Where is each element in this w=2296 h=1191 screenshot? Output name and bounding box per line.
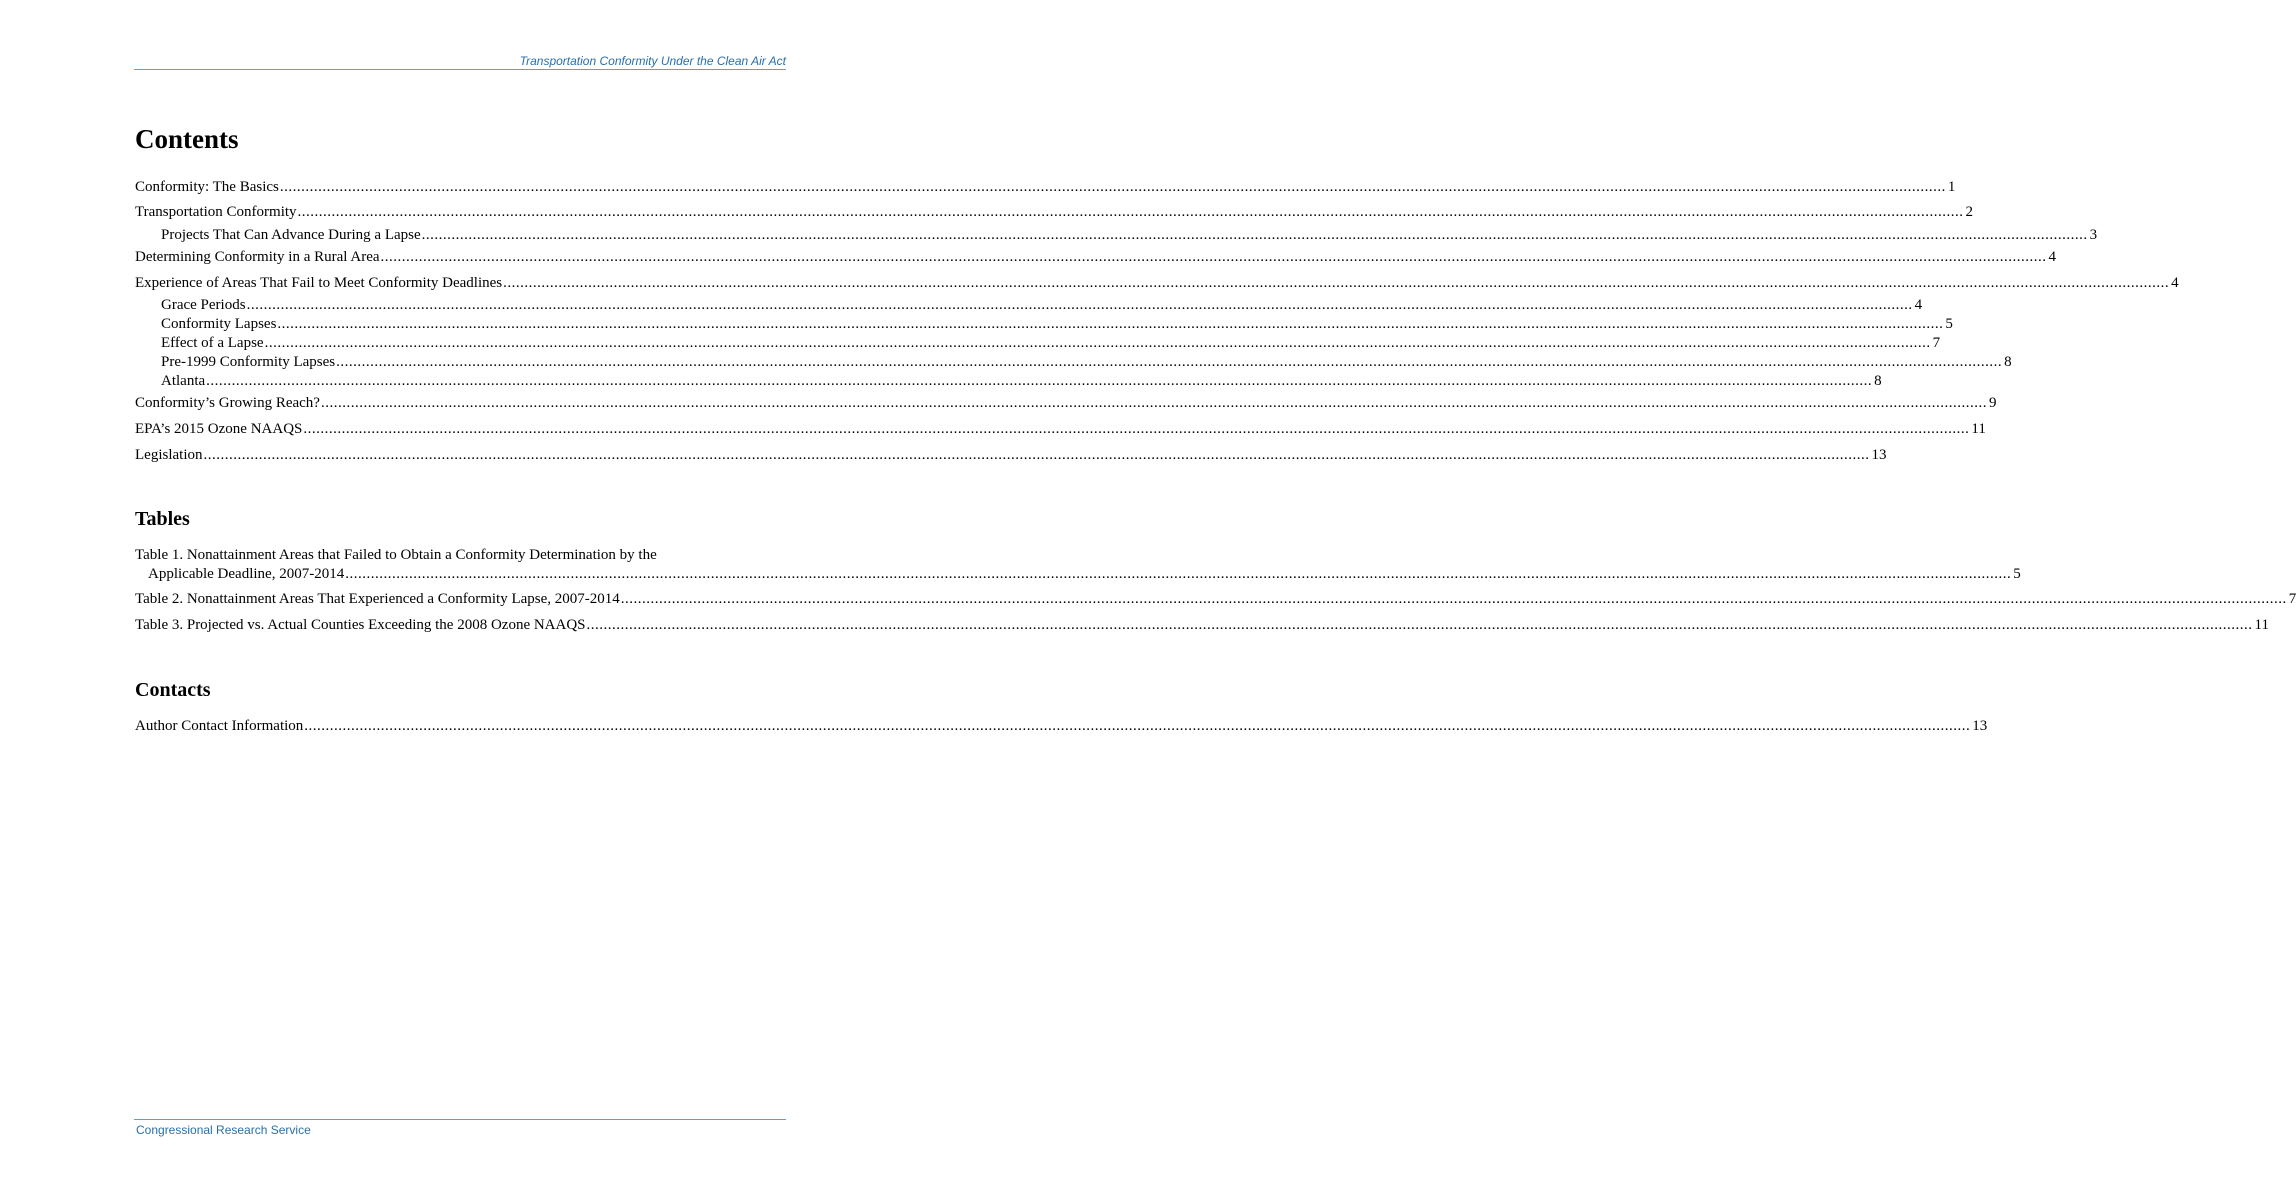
- toc-entry[interactable]: [135, 248, 2057, 267]
- toc-entry[interactable]: [135, 203, 1974, 222]
- toc-entry-sub[interactable]: [135, 353, 2012, 372]
- toc-entry-page: 5: [2013, 566, 2021, 582]
- toc-entry-page: 3: [2089, 227, 2098, 243]
- toc-entry[interactable]: [135, 394, 1997, 413]
- leader-dots: [503, 274, 2169, 293]
- leader-dots: [422, 226, 2088, 245]
- leader-dots: [277, 315, 1943, 334]
- toc-entry-title: Conformity Lapses: [161, 316, 277, 332]
- toc-entry-sub[interactable]: [135, 334, 1941, 353]
- toc-entry-page: 11: [2254, 617, 2269, 633]
- footer-rule: [134, 1119, 786, 1120]
- toc-entry[interactable]: [135, 717, 1988, 736]
- contacts-heading: Contacts: [135, 679, 211, 701]
- toc-entry-page: 4: [2171, 275, 2179, 291]
- toc-entry-title: Author Contact Information: [135, 718, 304, 734]
- toc-entry[interactable]: [135, 546, 2021, 584]
- toc-entry-page: 4: [1914, 297, 1923, 313]
- toc-entry-page: 2: [1965, 204, 1974, 220]
- toc-entry[interactable]: [135, 274, 2179, 293]
- toc-entry-title: Projects That Can Advance During a Lapse: [161, 227, 421, 243]
- toc-entry-page: 7: [2288, 591, 2296, 607]
- leader-dots: [303, 420, 1969, 439]
- leader-dots: [304, 717, 1970, 736]
- leader-dots: [321, 394, 1987, 413]
- toc-entry-title: Conformity: The Basics: [135, 179, 279, 195]
- leader-dots: [381, 248, 2047, 267]
- toc-entry-sub[interactable]: [135, 296, 1923, 315]
- toc-entry-title: Legislation: [135, 447, 203, 463]
- toc-entry-title-line2: Applicable Deadline, 2007-2014: [148, 566, 345, 582]
- header-rule: [134, 69, 786, 70]
- toc-entry[interactable]: [135, 178, 1955, 197]
- running-header: Transportation Conformity Under the Clean Air Act: [519, 54, 786, 68]
- toc-entry[interactable]: [135, 420, 1986, 439]
- toc-entry-page: 8: [2004, 354, 2012, 370]
- toc-entry-sub[interactable]: [135, 315, 1953, 334]
- toc-entry-page: 7: [1932, 335, 1941, 351]
- toc-entry-title: Conformity’s Growing Reach?: [135, 395, 320, 411]
- toc-entry-page: 11: [1971, 421, 1986, 437]
- toc-entry-title: Table 3. Projected vs. Actual Counties Exceeding the 2008 Ozone NAAQS: [135, 617, 586, 633]
- toc-entry[interactable]: [135, 446, 1887, 465]
- toc-entry-title: Table 2. Nonattainment Areas That Experienced a Conformity Lapse, 2007-2014: [135, 591, 620, 607]
- toc-entry-page: 4: [2048, 249, 2057, 265]
- leader-dots: [587, 616, 2253, 635]
- running-footer: Congressional Research Service: [136, 1123, 311, 1137]
- toc-entry-page: 5: [1945, 316, 1953, 332]
- toc-entry-page: 9: [1988, 395, 1997, 411]
- toc-entry-title: Transportation Conformity: [135, 204, 297, 220]
- leader-dots: [621, 590, 2287, 609]
- leader-dots: [204, 446, 1870, 465]
- toc-entry-page: 8: [1874, 373, 1882, 389]
- toc-entry-sub[interactable]: [135, 372, 1882, 391]
- toc-entry[interactable]: [135, 590, 2296, 609]
- toc-entry-title: Effect of a Lapse: [161, 335, 264, 351]
- leader-dots: [247, 296, 1913, 315]
- leader-dots: [280, 178, 1946, 197]
- tables-heading: Tables: [135, 508, 190, 530]
- toc-entry-title: Pre-1999 Conformity Lapses: [161, 354, 336, 370]
- toc-entry-page: 13: [1871, 447, 1887, 463]
- toc-entry-title: Grace Periods: [161, 297, 246, 313]
- toc-entry-title: Determining Conformity in a Rural Area: [135, 249, 380, 265]
- toc-entry-title: Experience of Areas That Fail to Meet Conformity Deadlines: [135, 275, 503, 291]
- toc-entry[interactable]: [135, 616, 2269, 635]
- toc-entry-title: Atlanta: [161, 373, 206, 389]
- leader-dots: [265, 334, 1931, 353]
- contents-heading: Contents: [135, 124, 239, 154]
- toc-entry-sub[interactable]: [135, 226, 2098, 245]
- leader-dots: [298, 203, 1964, 222]
- leader-dots: [206, 372, 1872, 391]
- toc-entry-page: 1: [1947, 179, 1956, 195]
- toc-entry-title-line1: Table 1. Nonattainment Areas that Failed to Obtain a Conformity Determination by the: [135, 547, 657, 563]
- toc-entry-page: 13: [1972, 718, 1988, 734]
- toc-entry-title: EPA’s 2015 Ozone NAAQS: [135, 421, 303, 437]
- leader-dots: [345, 565, 2011, 584]
- leader-dots: [336, 353, 2002, 372]
